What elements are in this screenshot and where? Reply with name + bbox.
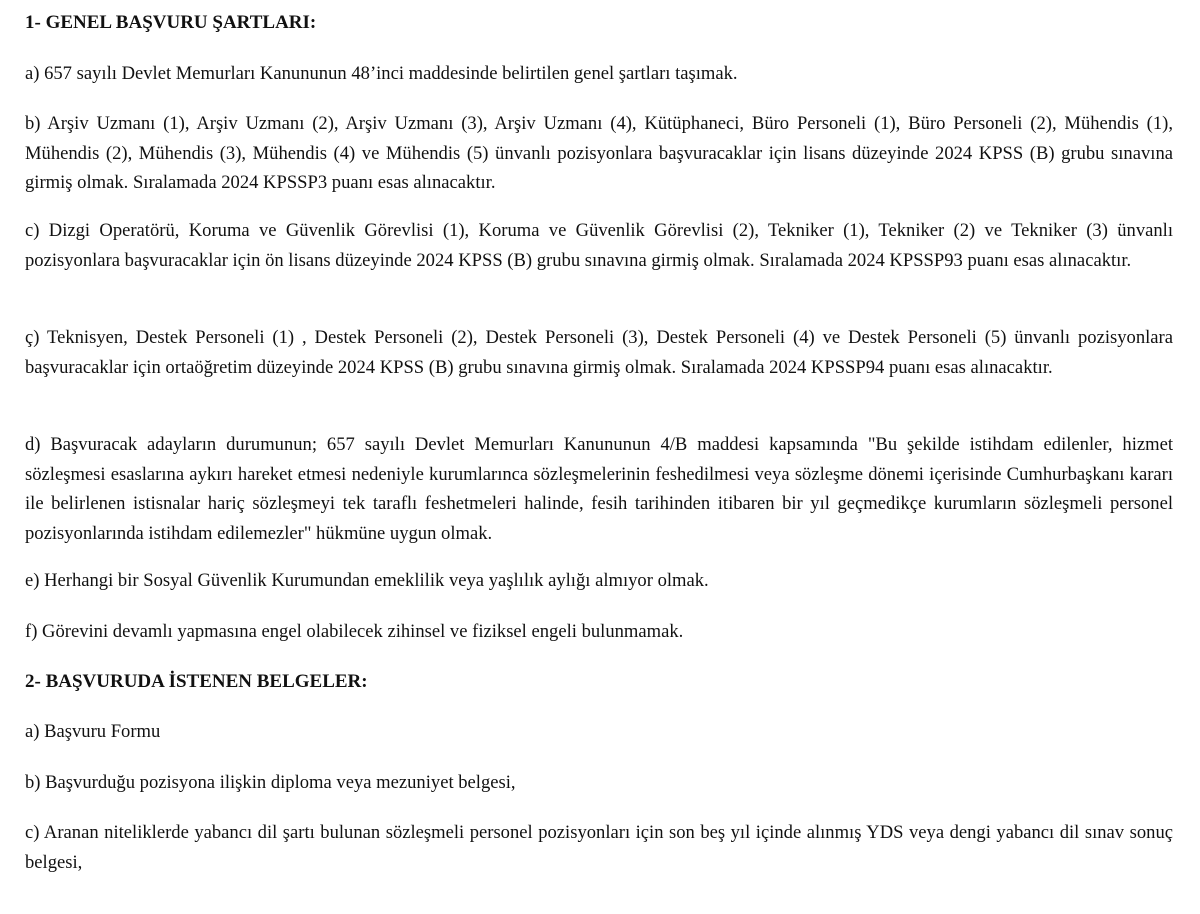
section-heading-required-documents: 2- BAŞVURUDA İSTENEN BELGELER: xyxy=(25,671,368,692)
document-c: c) Aranan niteliklerde yabancı dil şartı bulunan sözleşmeli personel pozisyonları için son beş yıl içinde alınmış YDS veya dengi yabancı dil sınav sonuç belgesi, xyxy=(25,822,1173,873)
requirement-e: e) Herhangi bir Sosyal Güvenlik Kurumundan emeklilik veya yaşlılık aylığı almıyor olmak. xyxy=(25,570,709,591)
requirement-d: d) Başvuracak adayların durumunun; 657 sayılı Devlet Memurları Kanununun 4/B maddesi kapsamında "Bu şekilde istihdam edilenler, hizmet sözleşmesi esaslarına aykırı hareket etmesi nedeniyle kurumlarınca sözleşmelerinin feshedilmesi veya sözleşme dönemi içerisinde Cumhurbaşkanı kararı ile belirlenen istisnalar hariç sözleşmeyi tek taraflı feshetmeleri halinde, fesih tarihinden itibaren bir yıl geçmedikçe kurumların sözleşmeli personel pozisyonlarında istihdam edilemezler" hükmüne uygun olmak. xyxy=(25,434,1173,544)
requirement-a: a) 657 sayılı Devlet Memurları Kanununun 48’inci maddesinde belirtilen genel şartları taşımak. xyxy=(25,63,738,84)
requirement-c: c) Dizgi Operatörü, Koruma ve Güvenlik Görevlisi (1), Koruma ve Güvenlik Görevlisi (2), Tekniker (1), Tekniker (2) ve Tekniker (3) ünvanlı pozisyonlara başvuracaklar için ön lisans düzeyinde 2024 KPSS (B) grubu sınavına girmiş olmak. Sıralamada 2024 KPSSP93 puanı esas alınacaktır. xyxy=(25,220,1173,271)
section-heading-general-requirements: 1- GENEL BAŞVURU ŞARTLARI: xyxy=(25,12,317,33)
requirement-cedilla-c: ç) Teknisyen, Destek Personeli (1) , Destek Personeli (2), Destek Personeli (3), Destek Personeli (4) ve Destek Personeli (5) ünvanlı pozisyonlara başvuracaklar için ortaöğretim düzeyinde 2024 KPSS (B) grubu sınavına girmiş olmak. Sıralamada 2024 KPSSP94 puanı esas alınacaktır. xyxy=(25,327,1173,378)
document-a: a) Başvuru Formu xyxy=(25,721,161,742)
requirement-f: f) Görevini devamlı yapmasına engel olabilecek zihinsel ve fiziksel engeli bulunmamak. xyxy=(25,621,684,642)
document-b: b) Başvurduğu pozisyona ilişkin diploma veya mezuniyet belgesi, xyxy=(25,772,516,793)
requirement-b: b) Arşiv Uzmanı (1), Arşiv Uzmanı (2), Arşiv Uzmanı (3), Arşiv Uzmanı (4), Kütüphaneci, Büro Personeli (1), Büro Personeli (2), Mühendis (1), Mühendis (2), Mühendis (3), Mühendis (4) ve Mühendis (5) ünvanlı pozisyonlara başvuracaklar için lisans düzeyinde 2024 KPSS (B) grubu sınavına girmiş olmak. Sıralamada 2024 KPSSP3 puanı esas alınacaktır. xyxy=(25,113,1173,193)
